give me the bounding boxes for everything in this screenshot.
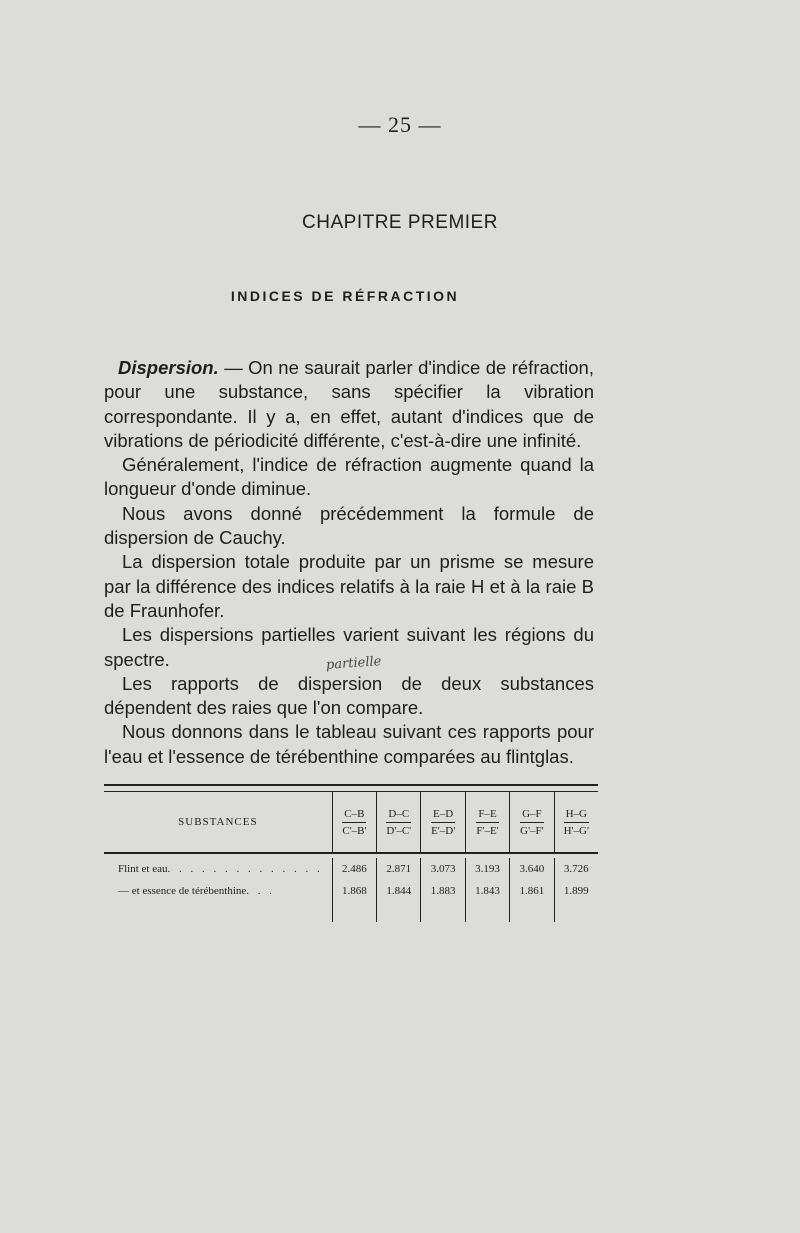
- paragraph-partielles: Les dispersions partielles varient suivant les régions du spectre.: [104, 624, 594, 670]
- header-ratio: [510, 792, 554, 853]
- header-ratio: [554, 792, 598, 853]
- ratio-denominator: F'–E': [476, 824, 499, 837]
- table-top-rule: [104, 784, 598, 792]
- header-substances: SUBSTANCES: [178, 816, 258, 828]
- dispersion-table: [104, 784, 598, 922]
- ratio-numerator: E–D: [431, 808, 455, 823]
- ratio-numerator: G–F: [520, 808, 544, 823]
- ratio-numerator: C–B: [342, 808, 366, 823]
- handwritten-annotation: partielle: [325, 654, 382, 673]
- table-cell: 2.486: [332, 858, 376, 880]
- header-ratio: [421, 792, 465, 853]
- ratio-numerator: D–C: [386, 808, 411, 823]
- ratio-numerator: F–E: [476, 808, 498, 823]
- paragraph-tableau: Nous donnons dans le tableau suivant ces rapports pour l'eau et l'essence de térébenthine comparées au flintglas.: [104, 721, 594, 767]
- row-label: [104, 858, 332, 880]
- paragraph-dispersion: [104, 356, 594, 453]
- ratio-denominator: G'–F': [520, 824, 544, 837]
- table-row: [104, 880, 598, 922]
- section-title: INDICES DE RÉFRACTION: [230, 288, 460, 304]
- table-header-row: [104, 792, 598, 853]
- table-row: [104, 858, 598, 880]
- header-ratio: [377, 792, 421, 853]
- table-cell: 1.883: [421, 880, 465, 922]
- table-cell: 1.843: [465, 880, 509, 922]
- paragraph-text: — On ne saurait parler d'indice de réfraction, pour une substance, sans spécifier la vibration correspondante. Il y a, en effet, autant d'indices que de vibrations de périodicité différente, c'est-à-dire une infinité.: [104, 357, 594, 451]
- paragraph-indice: Généralement, l'indice de réfraction augmente quand la longueur d'onde diminue.: [104, 454, 594, 500]
- table-cell: 3.193: [465, 858, 509, 880]
- paragraph-rapports: Les rapports de dispersion de deux substances dépendent des raies que l'on compare.: [104, 672, 594, 719]
- paragraph-totale: La dispersion totale produite par un prisme se mesure par la différence des indices relatifs à la raie H et à la raie B de Fraunhofer.: [104, 551, 594, 621]
- ratio-numerator: H–G: [564, 808, 589, 823]
- table-cell: 1.861: [510, 880, 554, 922]
- ratio-denominator: E'–D': [431, 824, 456, 837]
- ratio-denominator: D'–C': [386, 824, 412, 837]
- lead-word: Dispersion.: [118, 357, 219, 378]
- table-cell: 2.871: [377, 858, 421, 880]
- header-ratio: [465, 792, 509, 853]
- row-name: Flint et eau: [118, 863, 168, 875]
- ratio-denominator: C'–B': [342, 824, 367, 837]
- paragraph-cauchy: Nous avons donné précédemment la formule de dispersion de Cauchy.: [104, 502, 594, 549]
- chapter-title: CHAPITRE PREMIER: [302, 212, 498, 233]
- leader-dots: . . .: [246, 885, 276, 897]
- table-cell: 3.640: [510, 858, 554, 880]
- table-cell: 1.868: [332, 880, 376, 922]
- ratio-denominator: H'–G': [563, 824, 589, 837]
- table-cell: 3.073: [421, 858, 465, 880]
- page-number: — 25 —: [358, 112, 442, 137]
- table-cell: 3.726: [554, 858, 598, 880]
- header-ratio: [332, 792, 376, 853]
- row-label: [104, 880, 332, 922]
- row-name: — et essence de térébenthine: [118, 885, 247, 897]
- table-cell: 1.844: [377, 880, 421, 922]
- table-cell: 1.899: [554, 880, 598, 922]
- body-text: [104, 356, 594, 769]
- leader-dots: . . . . . . . . . . . . . .: [167, 863, 323, 875]
